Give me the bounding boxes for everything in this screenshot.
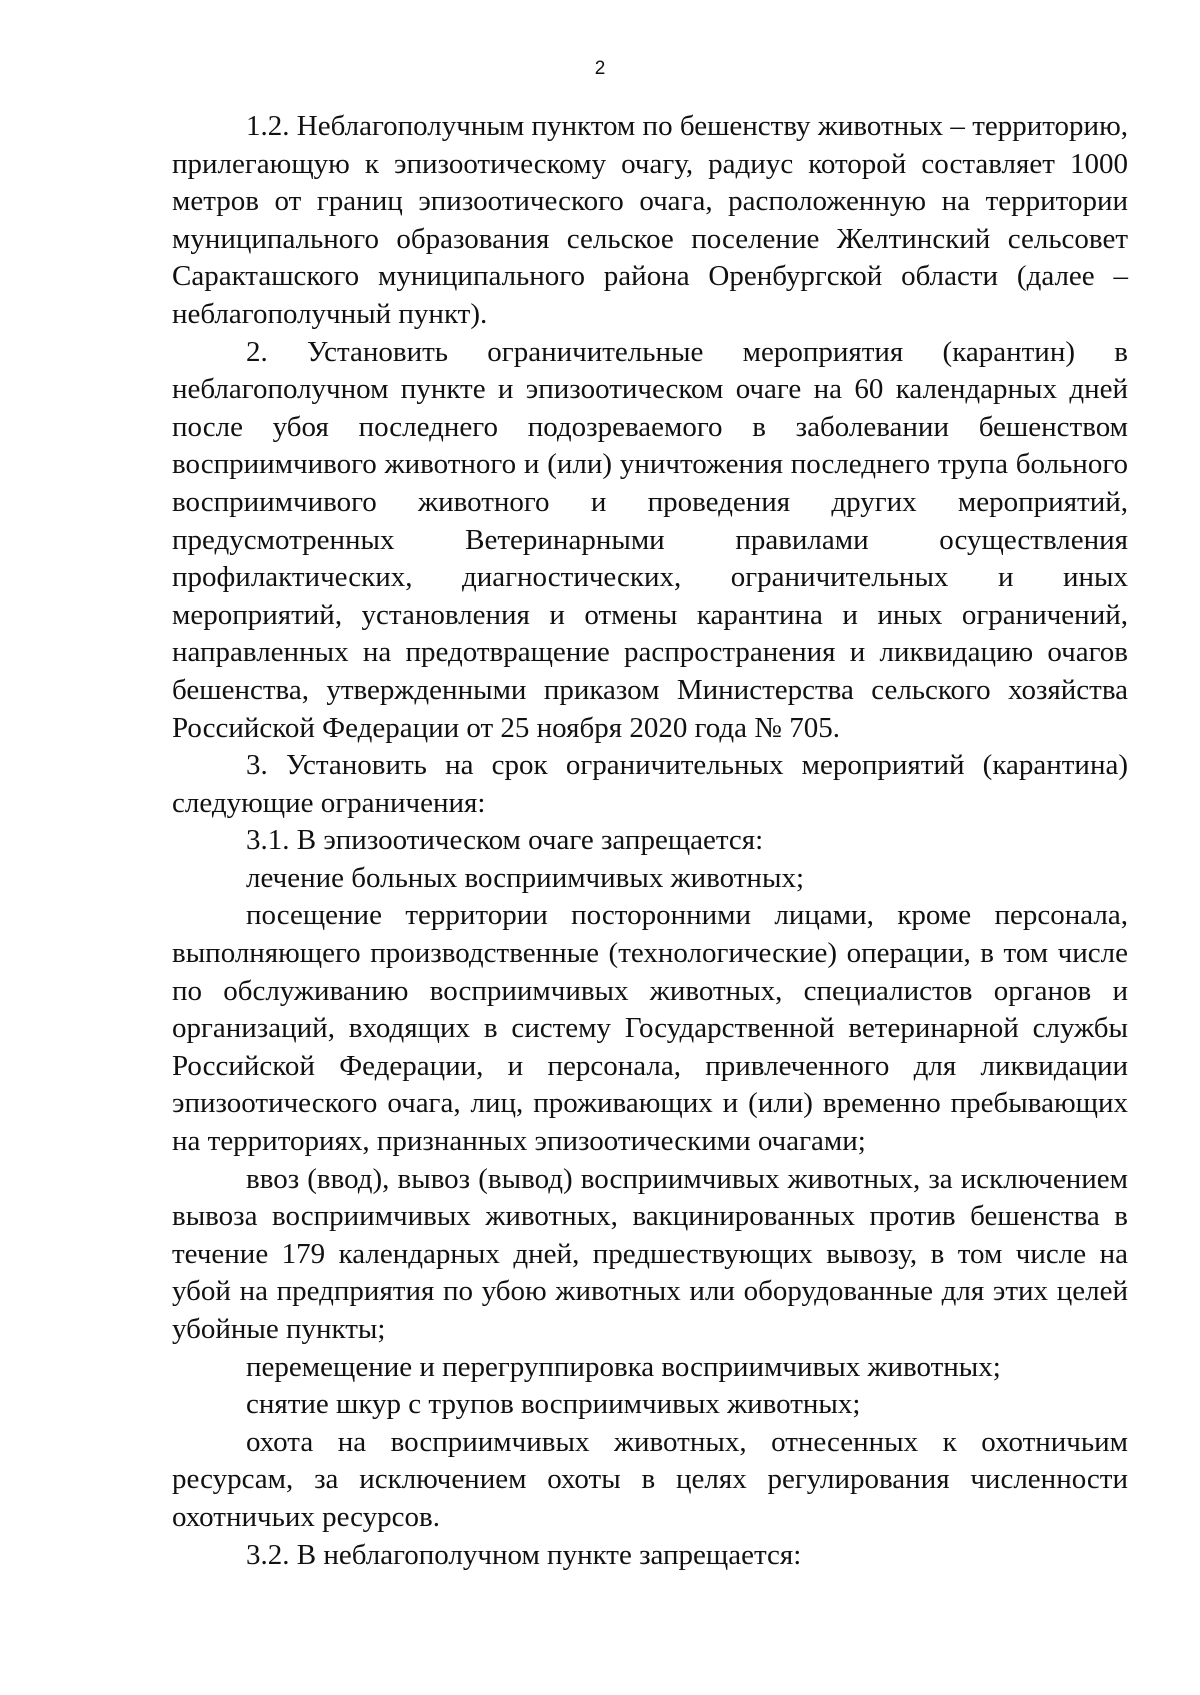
list-item-import-export: ввоз (ввод), вывоз (вывод) восприимчивых животных, за исключением вывоза восприимчивых животных, вакцинированных против бешенства в течение 179 календарных дней, предшествующих вывозу, в том числе на убой на предприятия по убою животных или оборудованные для этих целей убойные пункты;: [172, 1162, 1128, 1345]
paragraph-3: 3. Установить на срок ограничительных мероприятий (карантина) следующие ограничения:: [172, 749, 1128, 819]
list-item-hunting: охота на восприимчивых животных, отнесенных к охотничьим ресурсам, за исключением охоты в целях регулирования численности охотничьих ресурсов.: [172, 1425, 1128, 1533]
paragraph-1-2: 1.2. Неблагополучным пунктом по бешенству животных – территорию, прилегающую к эпизоотическому очагу, радиус которой составляет 1000 метров от границ эпизоотического очага, расположенную на территории муниципального образования сельское поселение Желтинский сельсовет Саракташского муниципального района Оренбургской области (далее – неблагополучный пункт).: [172, 110, 1128, 330]
paragraph-2: 2. Установить ограничительные мероприятия (карантин) в неблагополучном пункте и эпизоотическом очаге на 60 календарных дней после убоя последнего подозреваемого в заболевании бешенством восприимчивого животного и (или) уничтожения последнего трупа больного восприимчивого животного и проведения других мероприятий, предусмотренных Ветеринарными правилами осуществления профилактических, диагностических, ограничительных и иных мероприятий, установления и отмены карантина и иных ограничений, направленных на предотвращение распространения и ликвидацию очагов бешенства, утвержденными приказом Министерства сельского хозяйства Российской Федерации от 25 ноября 2020 года № 705.: [172, 335, 1128, 744]
paragraph-3-1: 3.1. В эпизоотическом очаге запрещается:: [246, 824, 764, 857]
paragraph-3-2: 3.2. В неблагополучном пункте запрещается:: [246, 1538, 802, 1571]
list-item-relocation: перемещение и перегруппировка восприимчивых животных;: [246, 1350, 1001, 1383]
list-item-treatment: лечение больных восприимчивых животных;: [246, 861, 804, 894]
list-item-skinning: снятие шкур с трупов восприимчивых животных;: [246, 1388, 861, 1421]
document-body: [172, 108, 1128, 1574]
page-number: 2: [594, 58, 606, 79]
list-item-visiting: посещение территории посторонними лицами, кроме персонала, выполняющего производственные (технологические) операции, в том числе по обслуживанию восприимчивых животных, специалистов органов и организаций, входящих в систему Государственной ветеринарной службы Российской Федерации, и персонала, привлеченного для ликвидации эпизоотического очага, лиц, проживающих и (или) временно пребывающих на территориях, признанных эпизоотическими очагами;: [172, 899, 1128, 1158]
